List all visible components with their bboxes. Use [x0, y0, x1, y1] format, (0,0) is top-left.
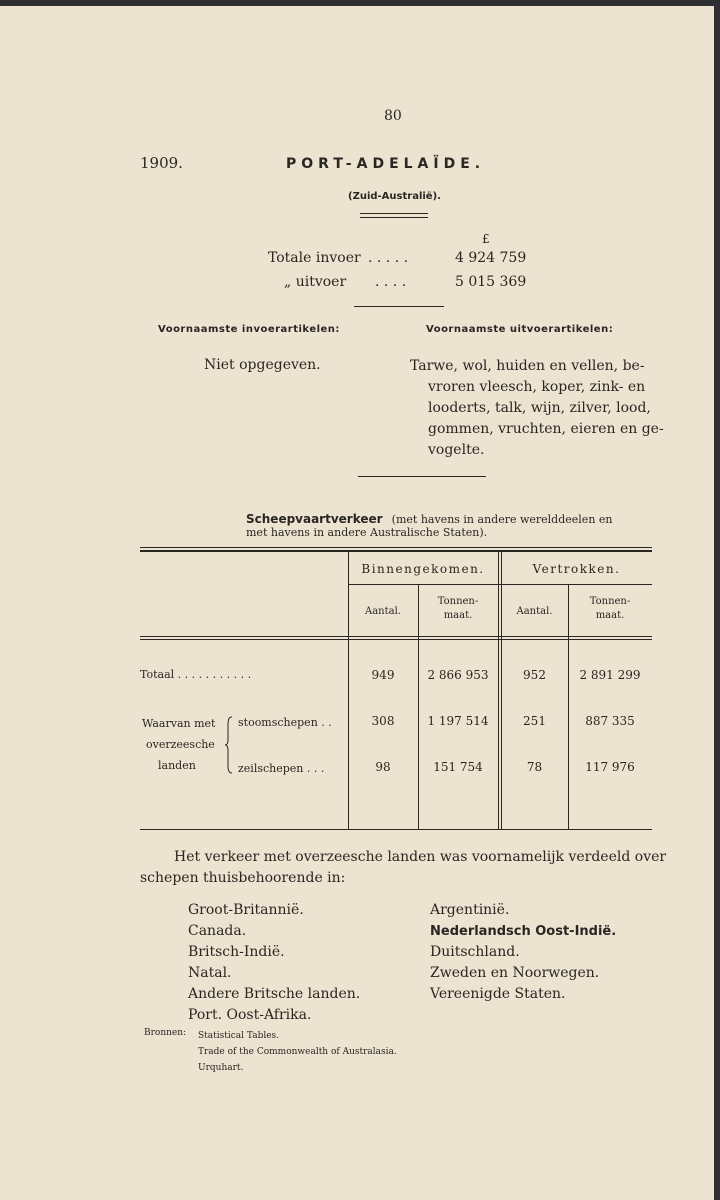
group-label-1: Waarvan met: [142, 717, 216, 730]
subheader-tonnen-out-2: maat.: [595, 610, 625, 621]
brace-icon: [225, 716, 235, 774]
table-header-bottom-rule-2: [140, 639, 652, 640]
total-export-dots: . . . .: [375, 274, 407, 290]
total-export-label: „ uitvoer: [284, 274, 347, 290]
row-total-label: Totaal . . . . . . . . . . .: [140, 668, 252, 681]
subtitle: (Zuid-Australië).: [348, 191, 441, 202]
source-item: Trade of the Commonwealth of Australasia.: [198, 1047, 397, 1057]
row-total-value: 2 891 299: [579, 668, 641, 682]
exports-heading: Voornaamste uitvoerartikelen:: [426, 324, 614, 335]
table-vline: [498, 552, 499, 829]
subheader-tonnen-in-2: maat.: [443, 610, 473, 621]
exports-line: vogelte.: [428, 442, 485, 458]
page-title: PORT-ADELAÏDE.: [286, 156, 486, 172]
shipping-intro-1: (met havens in andere werelddeelen en: [391, 513, 613, 526]
country-item: Natal.: [188, 965, 232, 981]
row-steam-value: 887 335: [585, 714, 635, 728]
group-label-2: overzeesche: [146, 738, 215, 751]
row-sail-value: 78: [526, 760, 543, 774]
table-header-rule: [348, 584, 652, 585]
row-steam-value: 251: [523, 714, 546, 728]
exports-text: [410, 356, 664, 461]
country-item-highlight: Nederlandsch Oost-Indië.: [430, 924, 617, 939]
year: 1909.: [140, 154, 183, 172]
row-steam-label: stoomschepen . .: [238, 716, 332, 729]
row-sail-label: zeilschepen . . .: [238, 762, 325, 775]
row-total-value: 2 866 953: [427, 668, 489, 682]
subheader-aantal-out: Aantal.: [516, 606, 553, 617]
row-total-value: 949: [371, 668, 395, 682]
section-rule: [358, 476, 486, 477]
trade-intro-1: Het verkeer met overzeesche landen was voornamelijk verdeeld over: [174, 849, 667, 865]
document-page: [0, 6, 714, 1200]
row-total-value: 952: [523, 668, 546, 682]
country-item: Zweden en Noorwegen.: [430, 965, 600, 981]
total-export-value: 5 015 369: [455, 274, 527, 290]
sources-list: [198, 1028, 397, 1076]
country-item: Andere Britsche landen.: [188, 986, 361, 1002]
country-item: Port. Oost-Afrika.: [188, 1007, 312, 1023]
subheader-aantal-in: Aantal.: [365, 606, 401, 617]
exports-line: vroren vleesch, koper, zink- en: [428, 379, 646, 395]
row-steam-value: 1 197 514: [427, 714, 489, 728]
shipping-heading-line: [246, 508, 613, 527]
table-top-rule-2: [140, 550, 652, 552]
country-item: Britsch-Indië.: [188, 944, 285, 960]
trade-intro-2: schepen thuisbehoorende in:: [140, 870, 346, 886]
shipping-heading: Scheepvaartverkeer: [246, 512, 383, 526]
source-item: Statistical Tables.: [198, 1031, 280, 1041]
country-item: Duitschland.: [430, 944, 520, 960]
subheader-tonnen-in-1: Tonnen-: [437, 596, 479, 607]
shipping-intro-2: met havens in andere Australische Staten).: [246, 526, 488, 539]
double-rule-top: [360, 213, 428, 214]
currency-symbol: £: [482, 232, 490, 246]
subheader-tonnen-out-1: Tonnen-: [589, 596, 631, 607]
exports-line: looderts, talk, wijn, zilver, lood,: [428, 400, 651, 416]
page-number: 80: [384, 108, 402, 124]
exports-line: Tarwe, wol, huiden en vellen, be-: [410, 358, 645, 374]
sources-label: Bronnen:: [144, 1028, 187, 1038]
country-item: Groot-Britannië.: [188, 902, 304, 918]
country-item: Vereenigde Staten.: [430, 986, 566, 1002]
col-header-in: Binnengekomen.: [361, 562, 485, 576]
total-import-dots: . . . . .: [368, 250, 409, 266]
row-sail-value: 117 976: [585, 760, 635, 774]
imports-heading: Voornaamste invoerartikelen:: [158, 324, 340, 335]
country-item: Canada.: [188, 923, 247, 939]
table-bottom-rule: [140, 829, 652, 830]
row-steam-value: 308: [371, 714, 395, 728]
double-rule-bottom: [360, 217, 428, 218]
total-import-label: Totale invoer: [268, 250, 361, 266]
country-item: Argentinië.: [430, 902, 510, 918]
source-item: Urquhart.: [198, 1063, 244, 1073]
total-import-value: 4 924 759: [455, 250, 527, 266]
table-vline: [501, 552, 502, 829]
countries-left: [188, 900, 360, 1026]
row-sail-value: 98: [375, 760, 391, 774]
table-header-bottom-rule-1: [140, 636, 652, 637]
group-label-3: landen: [158, 759, 196, 772]
col-header-out: Vertrokken.: [532, 562, 621, 576]
imports-text: Niet opgegeven.: [204, 357, 321, 373]
exports-line: gommen, vruchten, eieren en ge-: [428, 421, 664, 437]
countries-right: [430, 900, 616, 1005]
table-vline: [348, 552, 349, 829]
table-top-rule-1: [140, 547, 652, 548]
separator-rule: [354, 306, 444, 307]
row-sail-value: 151 754: [433, 760, 483, 774]
